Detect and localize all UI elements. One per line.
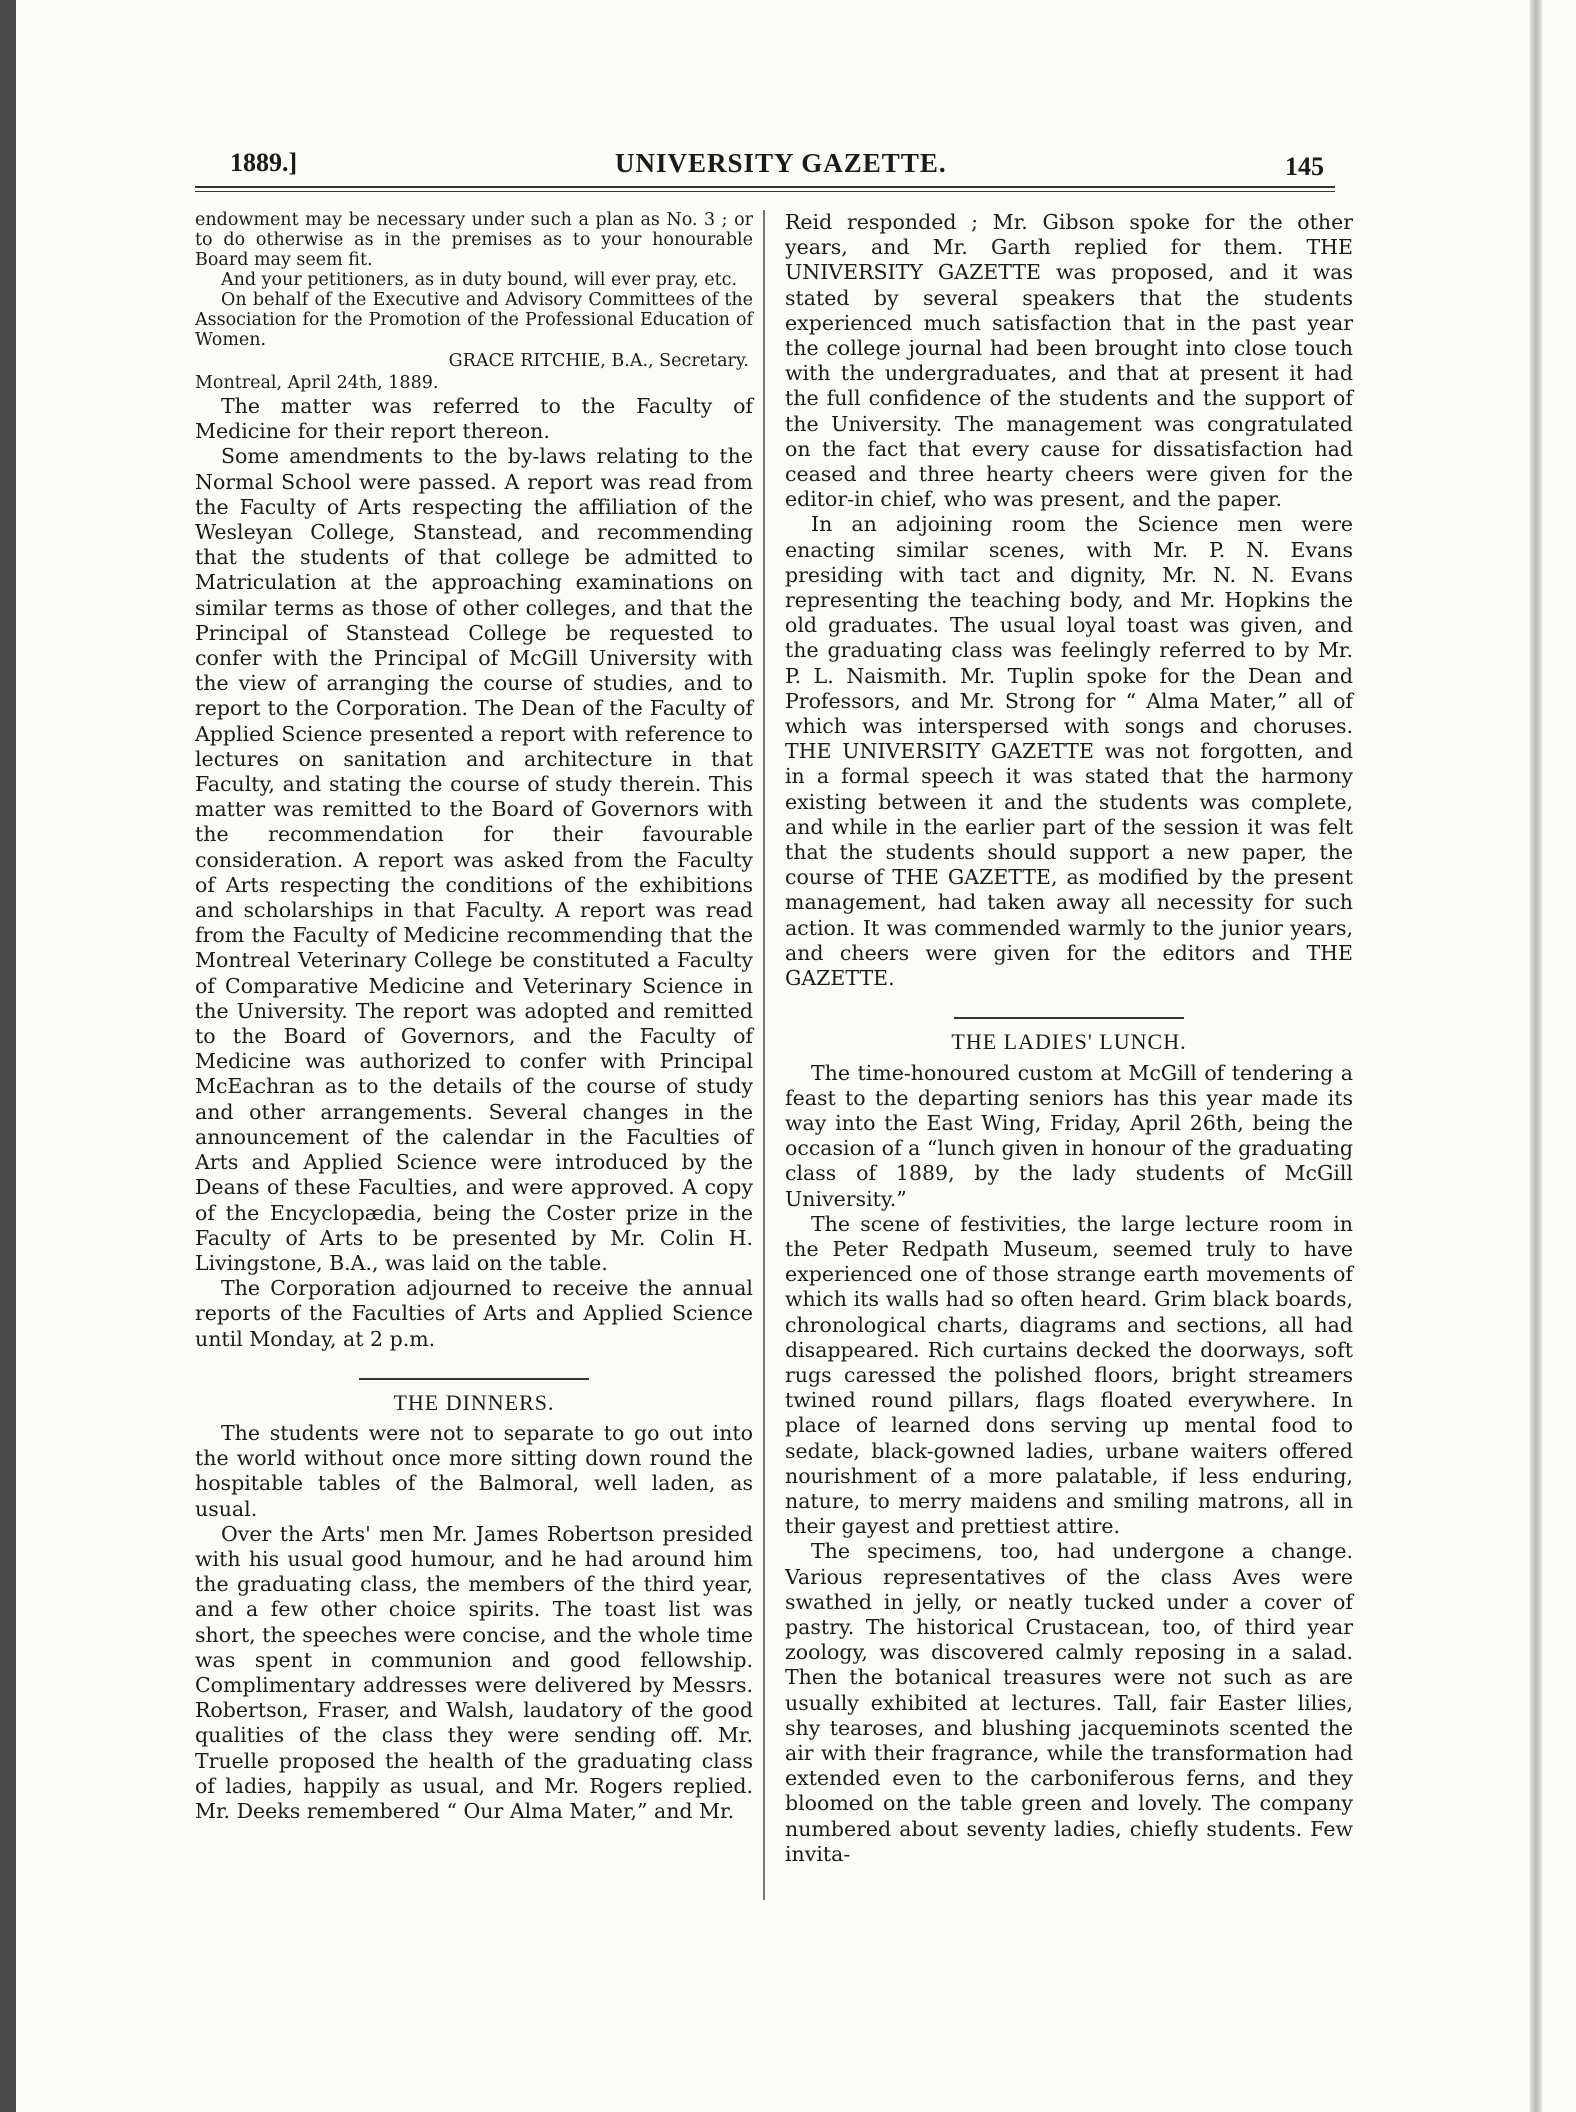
column-divider xyxy=(763,210,765,1900)
right-column xyxy=(785,210,1353,1867)
petition-behalf: On behalf of the Executive and Advisory Committees of the Association for the Promotion of the Professional Education of Women. xyxy=(195,290,753,350)
lunch-paragraph-1: The time-honoured custom at McGill of tendering a feast to the departing seniors has this year made its way into the East Wing, Friday, April 26th, being the occasion of a “lunch given in honour of the graduating class of 1889, by the lady students of McGill University.” xyxy=(785,1060,1353,1211)
section-separator xyxy=(359,1378,589,1380)
paragraph-amendments: Some amendments to the by-laws relating to the Normal School were passed. A report was read from the Faculty of Arts respecting the affiliation of the Wesleyan College, Stanstead, and recommending that the students of that college be admitted to Matriculation at the approaching examinations on similar terms as those of other colleges, and that the Principal of Stanstead College be requested to confer with the Principal of McGill University with the view of arranging the course of studies, and to report to the Corporation. The Dean of the Faculty of Applied Science presented a report with reference to lectures on sanitation and architecture in that Faculty, and stating the course of study therein. This matter was remitted to the Board of Governors with the recommendation for their favourable consideration. A report was asked from the Faculty of Arts respecting the conditions of the exhibitions and scholarships in that Faculty. A report was read from the Faculty of Medicine recommending that the Montreal Veterinary College be constituted a Faculty of Comparative Medicine and Veterinary Science in the University. The report was adopted and remitted to the Board of Governors, and the Faculty of Medicine was authorized to confer with Principal McEachran as to the details of the course of study and other arrangements. Several changes in the announcement of the calendar in the Faculties of Arts and Applied Science were introduced by the Deans of these Faculties, and were approved. A copy of the Encyclopædia, being the Coster prize in the Faculty of Arts to be presented by Mr. Colin H. Livingstone, B.A., was laid on the table. xyxy=(195,444,753,1275)
dinners-paragraph-1: The students were not to separate to go out into the world without once more sitting down round the hospitable tables of the Balmoral, well laden, as usual. xyxy=(195,1420,753,1521)
signature: GRACE RITCHIE, B.A., Secretary. xyxy=(448,351,749,371)
header-rule xyxy=(195,186,1335,188)
lunch-heading: THE LADIES' LUNCH. xyxy=(951,1029,1187,1055)
page-number: 145 xyxy=(1285,152,1324,181)
scan-page-edge xyxy=(1530,0,1542,2112)
header-rule-thin xyxy=(195,191,1335,192)
dateline: Montreal, April 24th, 1889. xyxy=(195,373,439,393)
petition-pray: And your petitioners, as in duty bound, will ever pray, etc. xyxy=(221,270,738,290)
lunch-paragraph-3: The specimens, too, had undergone a change. Various representatives of the class Aves were swathed in jelly, or neatly tucked under a cover of pastry. The historical Crustacean, too, of third year zoology, was discovered calmly reposing in a salad. Then the botanical treasures were not such as are usually exhibited at lectures. Tall, fair Easter lilies, shy tearoses, and blushing jacqueminots scented the air with their fragrance, while the transformation had extended even to the carboniferous ferns, and they bloomed on the table green and lovely. The company numbered about seventy ladies, chiefly students. Few invita- xyxy=(785,1539,1353,1866)
lunch-paragraph-2: The scene of festivities, the large lecture room in the Peter Redpath Museum, seemed truly to have experienced one of those strange earth movements of which its walls had so often heard. Grim black boards, chronological charts, diagrams and sections, all had disappeared. Rich curtains decked the doorways, soft rugs caressed the polished floors, bright streamers twined round pillars, flags floated everywhere. In place of learned dons serving up mental food to sedate, black-gowned ladies, urbane waiters offered nourishment of a more palatable, if less enduring, nature, to merry maidens and smiling matrons, all in their gayest and prettiest attire. xyxy=(785,1211,1353,1539)
paragraph-adjourned: The Corporation adjourned to receive the annual reports of the Faculties of Arts and Applied Science until Monday, at 2 p.m. xyxy=(195,1276,753,1351)
dinners-paragraph-2: Over the Arts' men Mr. James Robertson presided with his usual good humour, and he had around him the graduating class, the members of the third year, and a few other choice spirits. The toast list was short, the speeches were concise, and the whole time was spent in communion and good fellowship. Complimentary addresses were delivered by Messrs. Robertson, Fraser, and Walsh, laudatory of the good qualities of the class they were sending off. Mr. Truelle proposed the health of the graduating class of ladies, happily as usual, and Mr. Rogers replied. Mr. Deeks remembered “ Our Alma Mater,” and Mr. xyxy=(195,1521,753,1823)
section-separator xyxy=(954,1017,1184,1019)
scan-left-margin xyxy=(0,0,16,2112)
dinners-heading: THE DINNERS. xyxy=(393,1389,555,1415)
left-column xyxy=(195,210,753,1824)
dinners-continued: Reid responded ; Mr. Gibson spoke for the other years, and Mr. Garth replied for them. THE UNIVERSITY GAZETTE was proposed, and it was stated by several speakers that the students experienced much satisfaction that in the past year the college journal had been brought into close touch with the undergraduates, and that at present it had the full confidence of the students and the support of the University. The management was congratulated on the fact that every cause for dissatisfaction had ceased and three hearty cheers were given for the editor-in chief, who was present, and the paper. xyxy=(785,210,1353,512)
header-title: UNIVERSITY GAZETTE. xyxy=(615,148,947,178)
petition-text: endowment may be necessary under such a plan as No. 3 ; or to do otherwise as in the premises as to your honourable Board may seem fit. xyxy=(195,210,753,270)
science-paragraph: In an adjoining room the Science men were enacting similar scenes, with Mr. P. N. Evans presiding with tact and dignity, Mr. N. N. Evans representing the teaching body, and Mr. Hopkins the old graduates. The usual loyal toast was given, and the graduating class was feelingly referred to by Mr. P. L. Naismith. Mr. Tuplin spoke for the Dean and Professors, and Mr. Strong for “ Alma Mater,” all of which was interspersed with songs and choruses. THE UNIVERSITY GAZETTE was not forgotten, and in a formal speech it was stated that the harmony existing between it and the students was complete, and while in the earlier part of the session it was felt that the students should support a new paper, the course of THE GAZETTE, as modified by the present management, had taken away all necessity for such action. It was commended warmly to the junior years, and cheers were given for the editors and THE GAZETTE. xyxy=(785,512,1353,991)
running-header xyxy=(195,148,1340,188)
header-year: 1889.] xyxy=(230,148,298,177)
paragraph-referred: The matter was referred to the Faculty of Medicine for their report thereon. xyxy=(195,394,753,444)
